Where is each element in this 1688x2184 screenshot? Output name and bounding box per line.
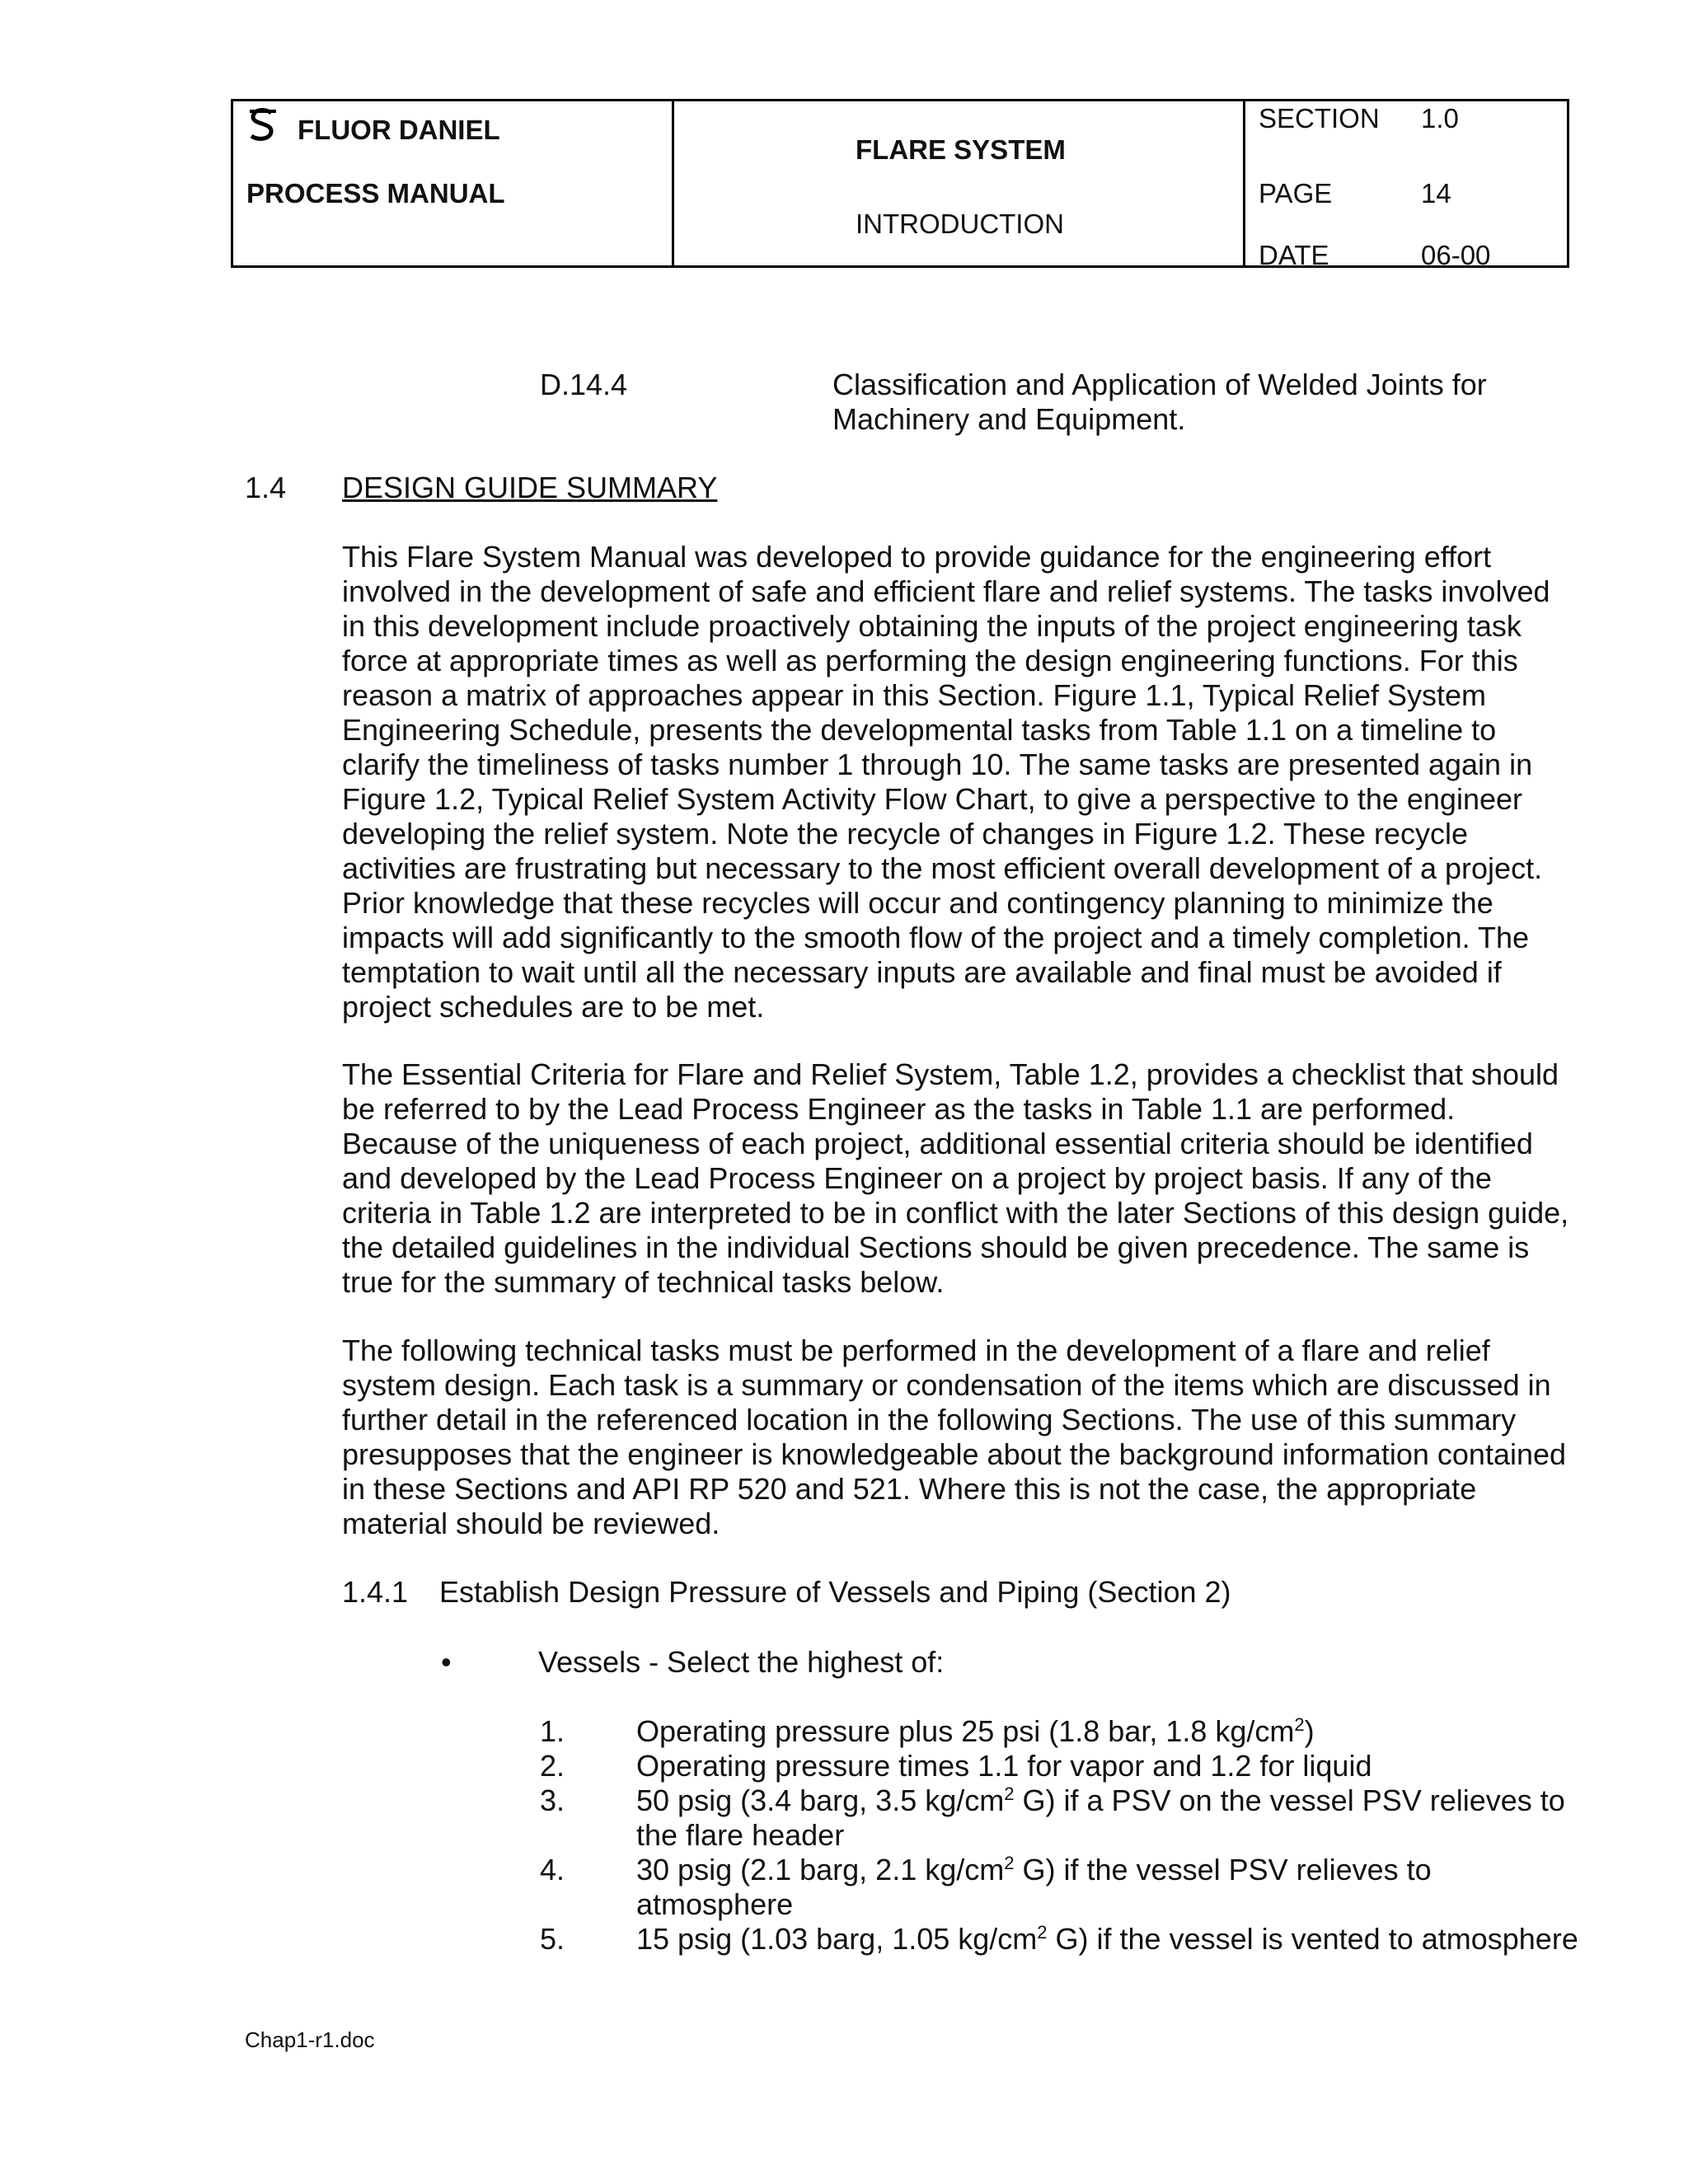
list-item: 30 psig (2.1 barg, 2.1 $kg/cm^2$ G) if the vessel PSV relieves to atmosphere — [636, 1853, 1432, 1921]
paragraph-intro — [342, 540, 1578, 1024]
footer-filename: Chap1-r1.doc — [245, 2027, 375, 2052]
bullet-icon: • — [441, 1645, 452, 1679]
manual-name: PROCESS MANUAL — [246, 178, 505, 209]
section-value: 1.0 — [1421, 103, 1459, 134]
header-left-cell — [233, 101, 674, 265]
reference-title-line1: Classification and Application of Welded Joints for — [832, 368, 1487, 401]
bullet-text: Vessels - Select the highest of: — [538, 1645, 945, 1679]
section-title: DESIGN GUIDE SUMMARY — [342, 471, 718, 504]
paragraph-text: This Flare System Manual was developed to provide guidance for the engineering effort involved in the development of safe and efficient flare and relief systems. The tasks involved in this development include proactively obtaining the inputs of the project engineering task force at appropriate times as well as performing the design engineering functions. For this reason a matrix of approaches appear in this Section. Figure 1.1, Typical Relief System Engineering Schedule, presents the developmental tasks from Table 1.1 on a timeline to clarify the timeliness of tasks number 1 through 10. The same tasks are presented again in Figure 1.2, Typical Relief System Activity Flow Chart, to give a perspective to the engineer developing the relief system. Note the recycle of changes in Figure 1.2. These recycle activities are frustrating but necessary to the most efficient overall development of a project. Prior knowledge that these recycles will occur and contingency planning to minimize the impacts will add significantly to the smooth flow of the project and a timely completion. The temptation to wait until all the necessary inputs are available and final must be avoided if project schedules are to be met. — [342, 540, 1550, 1024]
list-item-number: 4. — [540, 1853, 565, 1886]
reference-title-line2: Machinery and Equipment. — [832, 402, 1186, 436]
document-header — [231, 99, 1569, 268]
section-number: 1.4 — [245, 471, 287, 504]
paragraph-technical-tasks — [342, 1333, 1578, 1541]
fluor-daniel-logo-icon — [246, 106, 279, 143]
date-value: 06-00 — [1421, 240, 1491, 270]
subsection-number: 1.4.1 — [342, 1575, 409, 1609]
section-label: SECTION — [1259, 103, 1380, 134]
subsection-title: Establish Design Pressure of Vessels and Piping (Section 2) — [439, 1575, 1231, 1609]
paragraph-text: The following technical tasks must be performed in the development of a flare and relief system design. Each task is a summary or condensation of the items which are discussed in further detail in the referenced location in the following Sections. The use of this summary presupposes that the engineer is knowledgeable about the background information contained in these Sections and API RP 520 and 521. Where this is not the case, the appropriate material should be reviewed. — [342, 1333, 1567, 1540]
paragraph-essential-criteria — [342, 1057, 1578, 1300]
reference-code: D.14.4 — [540, 368, 628, 401]
paragraph-text: The Essential Criteria for Flare and Relief System, Table 1.2, provides a checklist that should be referred to by the Lead Process Engineer as the tasks in Table 1.1 are performed. Because of the uniqueness of each project, additional essential criteria should be identified and developed by the Lead Process Engineer on a project by project basis. If any of the criteria in Table 1.2 are interpreted to be in conflict with the later Sections of this design guide, the detailed guidelines in the individual Sections should be given precedence. The same is true for the summary of technical tasks below. — [342, 1057, 1569, 1299]
page-label: PAGE — [1259, 178, 1333, 209]
list-item: Operating pressure times 1.1 for vapor and 1.2 for liquid — [636, 1749, 1372, 1783]
list-item-number: 1. — [540, 1714, 565, 1748]
list-item: Operating pressure plus 25 psi (1.8 bar, 1.8 $kg/cm^2$) — [636, 1714, 1315, 1748]
list-item-number: 3. — [540, 1783, 565, 1817]
list-item-number: 5. — [540, 1922, 565, 1956]
header-right-cell — [1243, 101, 1572, 270]
page-value: 14 — [1421, 178, 1451, 209]
list-item: 15 psig (1.03 barg, 1.05 $kg/cm^2$ G) if the vessel is vented to atmosphere — [636, 1922, 1578, 1956]
header-title: FLARE SYSTEM — [856, 134, 1066, 165]
header-subtitle: INTRODUCTION — [856, 209, 1064, 239]
list-item: 50 psig (3.4 barg, 3.5 $kg/cm^2$ G) if a PSV on the vessel PSV relieves to the flare header — [636, 1783, 1565, 1852]
company-name: FLUOR DANIEL — [298, 115, 500, 145]
date-label: DATE — [1259, 240, 1329, 270]
list-item-number: 2. — [540, 1749, 565, 1783]
